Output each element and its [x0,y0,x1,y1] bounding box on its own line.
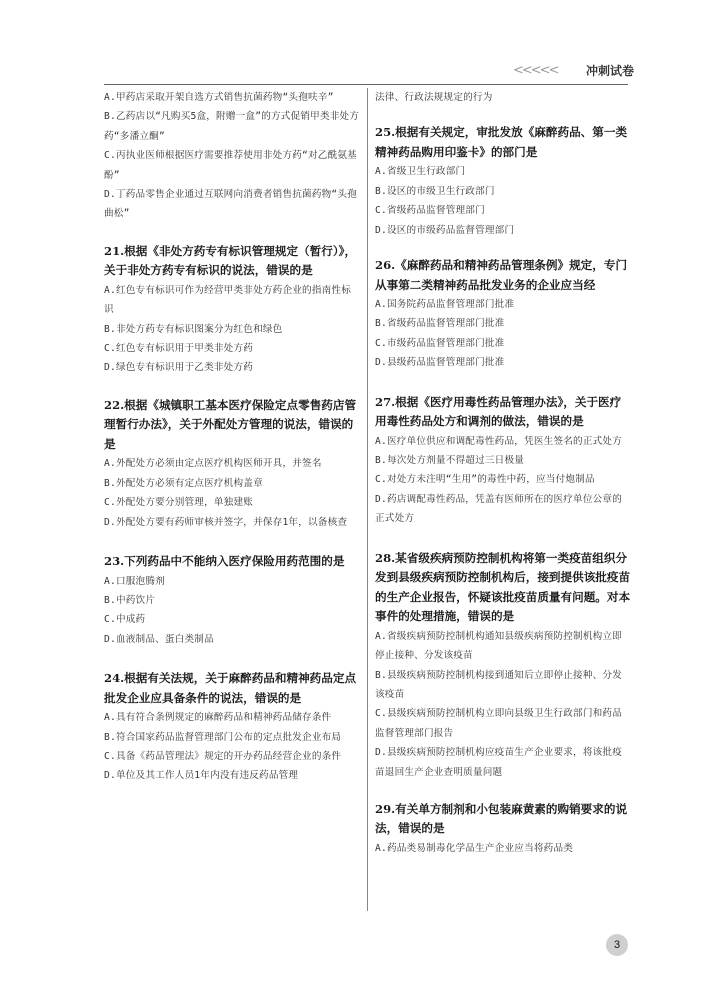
answer-option: D.县级药品监督管理部门批准 [375,357,505,369]
answer-option: A.红色专有标识可作为经营甲类非处方药企业的指南性标识 [104,284,352,316]
question-q25 [375,123,631,240]
answer-option: C.外配处方要分别管理，单独建账 [104,497,254,509]
answer-option: D.县级疾病预防控制机构应疫苗生产企业要求，将该批疫苗退回生产企业查明质量问题 [375,747,623,778]
answer-option: B.省级药品监督管理部门批准 [375,318,505,330]
chevron-decoration: <<<<< [513,63,558,78]
answer-option: A.具有符合条例规定的麻醉药品和精神药品储存条件 [104,712,332,724]
question-stem: 25.根据有关规定，审批发放《麻醉药品、第一类精神药品购用印鉴卡》的部门是 [375,125,628,159]
header-rule [104,84,628,85]
answer-option: C.丙执业医师根据医疗需要推荐使用非处方药“对乙酰氨基酚” [104,150,357,181]
answer-option: C.红色专有标识用于甲类非处方药 [104,343,254,355]
question-stem: 27.根据《医疗用毒性药品管理办法》，关于医疗用毒性药品处方和调剂的做法，错误的是 [375,394,622,429]
answer-option: B.设区的市级卫生行政部门 [375,185,495,197]
question-q20-cont [104,88,360,224]
answer-option: B.外配处方必须有定点医疗机构盖章 [104,477,263,489]
answer-option: A.甲药店采取开架自选方式销售抗菌药物“头孢呋辛” [104,92,334,103]
question-stem: 23.下列药品中不能纳入医疗保险用药范围的是 [104,554,345,568]
question-q27 [375,393,631,529]
question-stem: 28.某省级疾病预防控制机构将第一类疫苗组织分发到县级疾病预防控制机构后，接到提供该批疫苗的生产企业报告，怀疑该批疫苗质量有问题。对本事件的处理措施，错误的是 [375,550,631,624]
answer-option: C.省级药品监督管理部门 [375,205,485,217]
answer-option: B.县级疾病预防控制机构接到通知后立即停止接种、分发该疫苗 [375,669,623,700]
answer-option: D.丁药品零售企业通过互联网向消费者销售抗菌药物“头孢曲松” [104,189,357,220]
answer-option: D.设区的市级药品监督管理部门 [375,224,515,236]
answer-option: B.每次处方剂量不得超过三日极量 [375,455,525,467]
answer-option: B.符合国家药品监督管理部门公布的定点批发企业布局 [104,731,342,743]
answer-option: C.对处方未注明“生用”的毒性中药，应当付炮制品 [375,474,595,486]
answer-option: A.国务院药品监督管理部门批准 [375,299,515,311]
answer-option: D.绿色专有标识用于乙类非处方药 [104,362,254,374]
answer-option: C.具备《药品管理法》规定的开办药品经营企业的条件 [104,750,342,762]
answer-option: A.医疗单位供应和调配毒性药品，凭医生签名的正式处方 [375,435,623,447]
left-column [104,88,360,786]
question-q21 [104,242,360,378]
answer-option: D.单位及其工作人员1年内没有违反药品管理 [104,770,299,782]
question-q23 [104,552,360,649]
answer-option: D.血液制品、蛋白类制品 [104,633,214,645]
question-stem: 21.根据《非处方药专有标识管理规定（暂行）》，关于非处方药专有标识的说法，错误的是 [104,243,357,278]
question-stem: 29.有关单方制剂和小包装麻黄素的购销要求的说法，错误的是 [375,801,628,836]
question-q28 [375,549,631,782]
question-q22 [104,396,360,532]
answer-option: A.省级卫生行政部门 [375,166,466,178]
answer-option: 法律、行政法规规定的行为 [375,92,493,103]
answer-option: A.药品类易制毒化学品生产企业应当将药品类 [375,842,574,854]
answer-option: B.乙药店以“凡购买5盒，附赠一盒”的方式促销甲类非处方药“多潘立酮” [104,111,360,142]
question-q26 [375,256,631,373]
answer-option: C.市级药品监督管理部门批准 [375,337,505,349]
question-q24 [104,669,360,786]
question-stem: 22.根据《城镇职工基本医疗保险定点零售药店管理暂行办法》，关于外配处方管理的说法，错误的是 [104,397,357,451]
question-stem: 26.《麻醉药品和精神药品管理条例》规定，专门从事第二类精神药品批发业务的企业应当经 [375,258,628,292]
page-number: 3 [606,934,628,956]
answer-option: A.外配处方必须由定点医疗机构医师开具，并签名 [104,458,322,470]
answer-option: C.中成药 [104,614,146,626]
header-title: 冲刺试卷 [586,64,635,78]
answer-option: D.药店调配毒性药品，凭盖有医师所在的医疗单位公章的正式处方 [375,493,623,525]
answer-option: B.中药饮片 [104,594,156,606]
page-header [0,0,721,90]
answer-option: A.口服泡腾剂 [104,575,165,587]
question-q24-cont [375,88,631,107]
right-column [375,88,631,858]
answer-option: B.非处方药专有标识图案分为红色和绿色 [104,323,283,335]
answer-option: A.省级疾病预防控制机构通知县级疾病预防控制机构立即停止接种、分发该疫苗 [375,630,623,662]
question-q29 [375,800,631,858]
answer-option: C.县级疾病预防控制机构立即向县级卫生行政部门和药品监督管理部门报告 [375,708,623,739]
question-stem: 24.根据有关法规，关于麻醉药品和精神药品定点批发企业应具备条件的说法，错误的是 [104,671,357,705]
answer-option: D.外配处方要有药师审核并签字，并保存1年，以备核查 [104,516,348,528]
column-divider [367,88,368,911]
